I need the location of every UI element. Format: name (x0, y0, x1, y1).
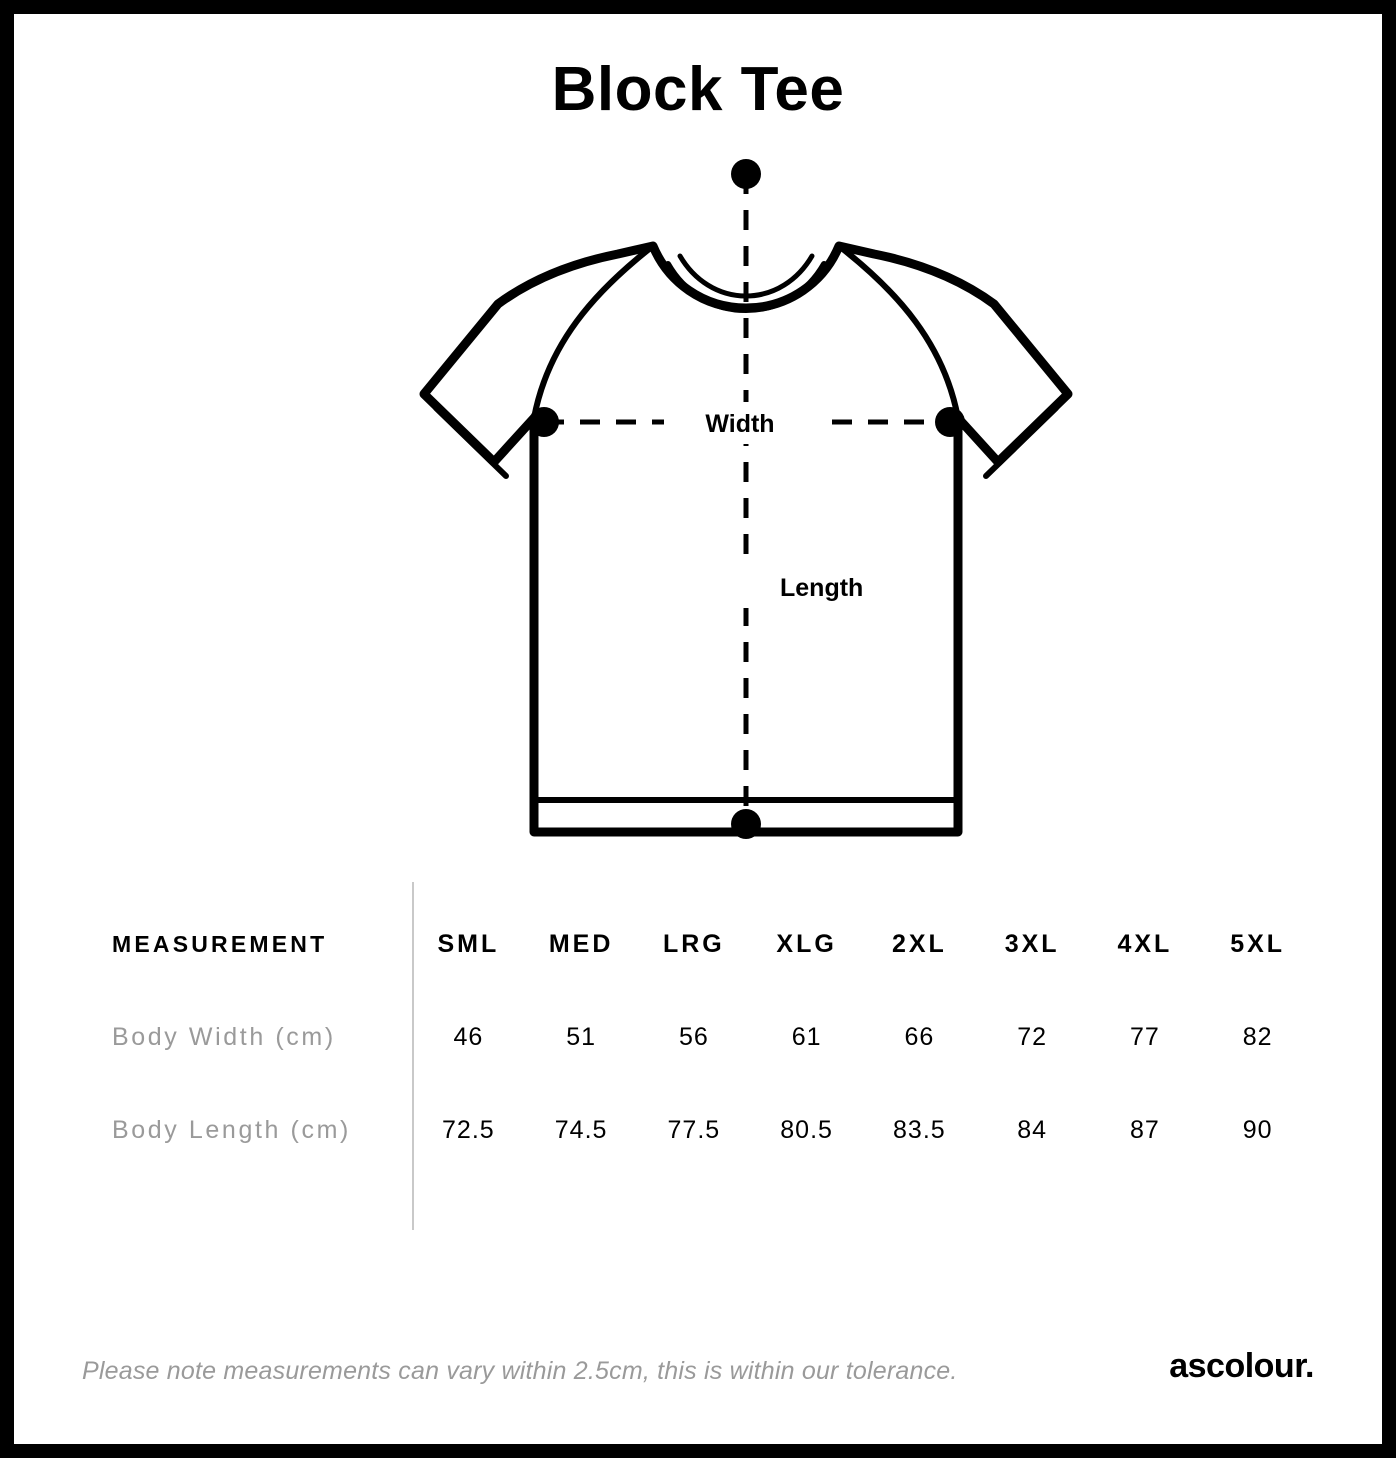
body-length-xlg: 80.5 (780, 1116, 833, 1145)
footer (82, 1347, 1314, 1386)
table-row (112, 1084, 1314, 1177)
measurements-table (112, 898, 1314, 1177)
size-header-med: MED (548, 930, 614, 959)
tolerance-note: Please note measurements can vary within 2.5cm, this is within our tolerance. (82, 1357, 958, 1385)
body-length-4xl: 87 (1129, 1116, 1160, 1145)
width-label: Width (705, 410, 775, 439)
body-width-med: 51 (566, 1023, 597, 1052)
size-header-5xl: 5XL (1230, 930, 1286, 959)
body-length-2xl: 83.5 (893, 1116, 946, 1145)
size-header-lrg: LRG (662, 930, 725, 959)
body-width-sml: 46 (453, 1023, 484, 1052)
body-width-4xl: 77 (1129, 1023, 1160, 1052)
body-length-3xl: 84 (1017, 1116, 1048, 1145)
body-length-lrg: 77.5 (667, 1116, 721, 1145)
size-header-xlg: XLG (776, 930, 837, 959)
width-right-endpoint-dot (935, 407, 965, 437)
garment-diagram (82, 132, 1314, 892)
table-header-row (112, 898, 1314, 991)
length-label: Length (780, 574, 864, 603)
length-bottom-endpoint-dot (731, 809, 761, 839)
size-header-4xl: 4XL (1117, 930, 1173, 959)
body-width-2xl: 66 (904, 1023, 935, 1052)
size-header-2xl: 2XL (891, 930, 947, 959)
row-label-body-width: Body Width (cm) (112, 1023, 336, 1052)
tshirt-svg (198, 132, 1198, 872)
size-header-3xl: 3XL (1004, 930, 1060, 959)
width-left-endpoint-dot (529, 407, 559, 437)
table-row (112, 991, 1314, 1084)
measurement-column-header: MEASUREMENT (112, 931, 328, 958)
table-vertical-rule (412, 882, 414, 1230)
row-label-body-length: Body Length (cm) (112, 1116, 351, 1145)
body-width-xlg: 61 (791, 1023, 822, 1052)
body-width-lrg: 56 (678, 1023, 709, 1052)
body-length-5xl: 90 (1242, 1116, 1273, 1145)
measurements-table-block (82, 898, 1314, 1177)
length-top-endpoint-dot (731, 159, 761, 189)
body-width-3xl: 72 (1017, 1023, 1048, 1052)
left-cuff-line (436, 408, 506, 476)
body-length-sml: 72.5 (442, 1116, 495, 1145)
body-width-5xl: 82 (1242, 1023, 1273, 1052)
page-inner (14, 14, 1382, 1444)
body-length-med: 74.5 (554, 1116, 608, 1145)
right-cuff-line (986, 408, 1056, 476)
brand-logo: ascolour. (1169, 1347, 1314, 1385)
page-title: Block Tee (551, 55, 845, 124)
size-header-sml: SML (437, 930, 500, 959)
